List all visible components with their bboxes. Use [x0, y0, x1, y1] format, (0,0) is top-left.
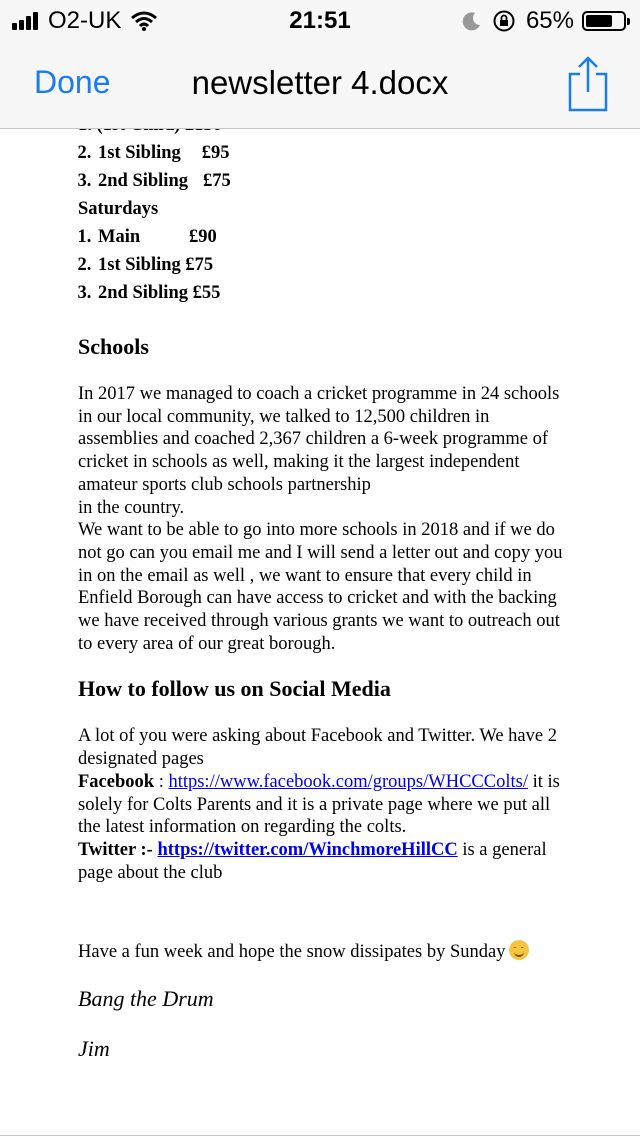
closing-line: Have a fun week and hope the snow dissipates by Sunday˘ ˘	[78, 940, 568, 964]
list-item: 2. 1st Sibling £95	[96, 139, 568, 167]
moon-icon	[462, 11, 482, 31]
twitter-paragraph: Twitter :- https://twitter.com/WinchmoreHillCC is a general page about the club	[78, 839, 547, 883]
status-right	[462, 7, 626, 35]
status-time: 21:51	[289, 7, 351, 34]
done-button[interactable]: Done	[34, 64, 111, 100]
saturday-price-list	[78, 223, 568, 307]
list-item: 1. Main £90	[96, 223, 568, 251]
twitter-label: Twitter :-	[78, 839, 158, 860]
schools-heading: Schools	[78, 334, 149, 359]
carrier-label: O2-UK	[48, 7, 122, 34]
rotation-lock-icon	[492, 9, 516, 33]
twitter-link[interactable]: https://twitter.com/WinchmoreHillCC	[157, 839, 458, 860]
status-bar	[0, 0, 640, 40]
signature-name: Jim	[78, 1036, 110, 1062]
battery-percent: 65%	[525, 7, 574, 34]
facebook-label: Facebook	[78, 771, 155, 792]
social-intro: A lot of you were asking about Facebook and Twitter. We have 2 designated pages	[78, 726, 557, 770]
battery-icon	[582, 11, 626, 31]
share-icon[interactable]	[566, 54, 610, 114]
schools-paragraph-2: We want to be able to go into more schools in 2018 and if we do not go can you email me and I will send a letter out and copy you in on the email as well , we want to ensure that every child in Enfield Borough can have access to cricket and with the backing we have received through various grants we want to outreach out to every area of our great borough.	[78, 520, 563, 654]
top-bar	[0, 0, 640, 129]
social-heading: How to follow us on Social Media	[78, 676, 391, 702]
document-content	[78, 111, 568, 1062]
list-item: 2. 1st Sibling £75	[96, 251, 568, 279]
signoff-line: Bang the Drum	[78, 986, 214, 1012]
smiling-face-icon	[509, 940, 529, 960]
document-viewer[interactable]	[0, 129, 640, 1135]
facebook-link[interactable]: https://www.facebook.com/groups/WHCCColts/	[168, 771, 528, 792]
weekday-price-list	[78, 139, 568, 195]
list-item: 3. 2nd Sibling £55	[96, 279, 568, 307]
saturdays-label: Saturdays	[78, 199, 159, 219]
schools-paragraph: In 2017 we managed to coach a cricket programme in 24 schools in our local community, we talked to 12,500 children in assemblies and coached 2,367 children a 6-week programme of cricket in schools as well, making it the largest independent amateur sports club schools partnership in the country.	[78, 384, 560, 518]
facebook-paragraph: Facebook : https://www.facebook.com/groups/WHCCColts/ it is solely for Colts Parents and it is a private page where we put all the latest information on regarding the colts.	[78, 771, 560, 838]
list-item: 3. 2nd Sibling £75	[96, 167, 568, 195]
page-title: newsletter 4.docx	[191, 64, 449, 101]
nav-bar	[0, 40, 640, 128]
